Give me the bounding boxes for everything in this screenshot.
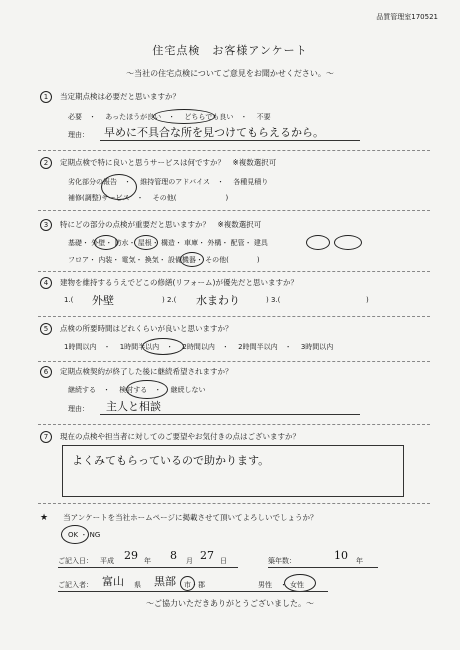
- q8-selection-mark: [61, 525, 89, 544]
- person-underline: [58, 591, 328, 592]
- q5-options: 1時間以内 ・ 1時間半以内 ・ 2時間以内 ・ 2時間半以内 ・ 3時間以内: [64, 343, 334, 351]
- separator: [38, 316, 430, 317]
- q7-number: 7: [40, 431, 52, 443]
- person-female: 女性: [290, 581, 304, 589]
- q5-option-4: 2時間半以内: [238, 343, 278, 351]
- q1-option-1: 必要: [68, 113, 82, 121]
- age-value: 10: [334, 549, 348, 562]
- person-pref-unit: 県: [134, 581, 141, 589]
- q1-reason-answer: 早めに不具合な所を見つけてもらえるから。: [104, 126, 324, 139]
- separator: [38, 503, 430, 504]
- date-underline: [58, 567, 238, 568]
- q1-reason-line: [100, 140, 360, 141]
- q3-option-14: 設備機器: [167, 256, 196, 264]
- q6-reason-line: [100, 414, 360, 415]
- q3-options-line2: フロア・ 内装・ 電気・ 換気・ 設備機器・ その他( ): [68, 256, 260, 264]
- date-day: 27: [200, 549, 214, 562]
- date-label: ご記入日：: [58, 557, 93, 565]
- q5-option-3: 2時間以内: [182, 343, 215, 351]
- q3-option-10: フロア: [68, 256, 89, 264]
- q7-question: [40, 431, 300, 443]
- q5-option-5: 3時間以内: [300, 343, 334, 351]
- q7-answer: よくみてもらっているので助かります。: [72, 454, 270, 467]
- q6-option-3: 継続しない: [170, 386, 206, 394]
- star-icon: ★: [40, 513, 49, 523]
- q5-question: [40, 323, 233, 335]
- separator: [38, 361, 430, 362]
- q2-option-5: その他(: [152, 194, 177, 202]
- q1-option-2: あったほうが良い: [105, 113, 162, 121]
- q3-text: 特にどの部分の点検が重要だと思いますか？ ※複数選択可: [60, 220, 262, 229]
- q3-option-7: 外構: [207, 239, 222, 247]
- q4-answer-2: 水まわり: [196, 294, 240, 307]
- separator: [38, 150, 430, 151]
- q2-text: 定期点検で特に良いと思うサービスは何ですか？ ※複数選択可: [60, 158, 277, 167]
- separator: [38, 424, 430, 425]
- q1-options: 必要 ・ あったほうが良い ・ どちらでも良い ・ 不要: [68, 113, 271, 121]
- q1-text: 当定期点検は必要だと思いますか？: [60, 92, 180, 101]
- person-dot: ・: [280, 581, 287, 589]
- date-year: 29: [124, 549, 138, 562]
- q3-option-15-close: ): [256, 256, 260, 264]
- q5-option-1: 1時間以内: [64, 343, 97, 351]
- q6-reason-answer: 主人と相談: [106, 400, 161, 413]
- q1-selection-mark: [153, 109, 215, 124]
- q3-mark-gaiheki: [94, 235, 118, 250]
- q3-mark-bousui: [134, 235, 158, 250]
- q5-text: 点検の所要時間はどれくらいが良いと思いますか？: [60, 324, 233, 333]
- q4-number: 4: [40, 277, 52, 289]
- q2-question: [40, 157, 276, 169]
- q1-number: 1: [40, 91, 52, 103]
- person-city: 黒部: [154, 575, 176, 588]
- q2-options-line2: 補修(調整)サービス ・ その他( ): [68, 194, 229, 202]
- q3-mark-tategu: [334, 235, 362, 250]
- q6-options: 継続する ・ 検討する ・ 継続しない: [68, 386, 206, 394]
- date-year-unit: 年: [144, 557, 151, 565]
- q3-option-5: 構造: [160, 239, 175, 247]
- age-underline: [268, 567, 378, 568]
- date-month-unit: 月: [186, 557, 193, 565]
- document-code: 品質管理室170521: [376, 13, 438, 21]
- person-male: 男性: [258, 581, 272, 589]
- q6-selection-mark: [126, 380, 168, 399]
- page-title: 住宅点検 お客様アンケート: [152, 44, 308, 57]
- q3-option-1: 基礎: [68, 239, 82, 247]
- city-selection-mark: [180, 576, 195, 591]
- age-unit: 年: [356, 557, 363, 565]
- gender-selection-mark: [284, 574, 316, 592]
- q2-option-4: 補修(調整)サービス: [68, 194, 130, 202]
- q2-option-2: 維持管理のアドバイス: [140, 178, 211, 186]
- q3-mark-kanki: [180, 252, 204, 267]
- q1-reason-label: 理由：: [68, 131, 89, 139]
- q4-slot-3-close: ): [366, 296, 369, 304]
- q6-option-2: 検討する: [119, 386, 148, 394]
- q3-mark-haikan: [306, 235, 330, 250]
- separator: [38, 271, 430, 272]
- q4-slot-1-label: 1.(: [64, 296, 74, 304]
- q4-question: [40, 277, 298, 289]
- q3-option-9: 建具: [253, 239, 268, 247]
- q3-option-4: 屋根: [137, 239, 152, 247]
- q7-text: 現在の点検や担当者に対してのご要望やお気付きの点はございますか？: [60, 432, 300, 441]
- q3-option-6: 車庫: [184, 239, 199, 247]
- q2-options-line1: 劣化部分の報告 ・ 維持管理のアドバイス ・ 各種見積り: [68, 178, 269, 186]
- q2-selection-mark: [101, 174, 137, 200]
- separator: [38, 210, 430, 211]
- q8-question: [40, 512, 317, 523]
- person-pref: 富山: [102, 575, 124, 588]
- date-day-unit: 日: [220, 557, 227, 565]
- q3-question: [40, 219, 261, 231]
- q3-option-13: 換気: [144, 256, 159, 264]
- q2-option-3: 各種見積り: [233, 178, 269, 186]
- q2-number: 2: [40, 157, 52, 169]
- q3-option-8: 配管: [230, 239, 245, 247]
- date-month: 8: [170, 549, 177, 562]
- q3-option-15: その他(: [205, 256, 229, 264]
- q8-text: 当アンケートを当社ホームページに掲載させて頂いてよろしいでしょうか？: [63, 513, 318, 522]
- q3-option-2: 外壁: [91, 239, 106, 247]
- q6-number: 6: [40, 366, 52, 378]
- q4-text: 建物を維持するうえでどこの修繕(リフォーム)が優先だと思いますか？: [60, 278, 298, 287]
- q3-option-11: 内装: [98, 256, 113, 264]
- q1-option-3: どちらでも良い: [184, 113, 234, 121]
- person-label: ご記入者：: [58, 581, 93, 589]
- q8-ng: NG: [89, 531, 101, 539]
- person-city-unit: 市・郡: [184, 581, 205, 589]
- q6-text: 定期点検契約が終了した後に継続希望されますか？: [60, 367, 233, 376]
- q5-option-2: 1時間半以内: [119, 343, 160, 351]
- q2-option-1: 劣化部分の報告: [68, 178, 117, 186]
- date-era: 平成: [100, 557, 114, 565]
- q5-selection-mark: [142, 338, 184, 355]
- footer-thanks: ～ご協力いただきありがとうございました。～: [146, 599, 314, 608]
- q2-option-5-close: ): [225, 194, 229, 202]
- q8-dot: ・: [80, 531, 88, 539]
- q5-number: 5: [40, 323, 52, 335]
- q6-option-1: 継続する: [68, 386, 96, 394]
- q3-number: 3: [40, 219, 52, 231]
- q1-question: [40, 91, 180, 103]
- q6-reason-label: 理由：: [68, 405, 89, 413]
- q8-ok: OK: [68, 531, 79, 539]
- q3-options-line1: 基礎・ 外壁・ 防水・ 屋根・ 構造・ 車庫・ 外構・ 配管・ 建具: [68, 239, 268, 247]
- page-subtitle: ～当社の住宅点検についてご意見をお聞かせください。～: [126, 69, 334, 78]
- q1-option-4: 不要: [256, 113, 271, 121]
- age-label: 築年数：: [268, 557, 296, 565]
- q3-option-12: 電気: [121, 256, 136, 264]
- q6-question: [40, 366, 233, 378]
- q4-slot-3-label: ) 3.(: [266, 296, 281, 304]
- q3-option-3: 防水: [114, 239, 129, 247]
- q4-answer-1: 外壁: [92, 294, 114, 307]
- q4-slot-2-label: ) 2.(: [162, 296, 177, 304]
